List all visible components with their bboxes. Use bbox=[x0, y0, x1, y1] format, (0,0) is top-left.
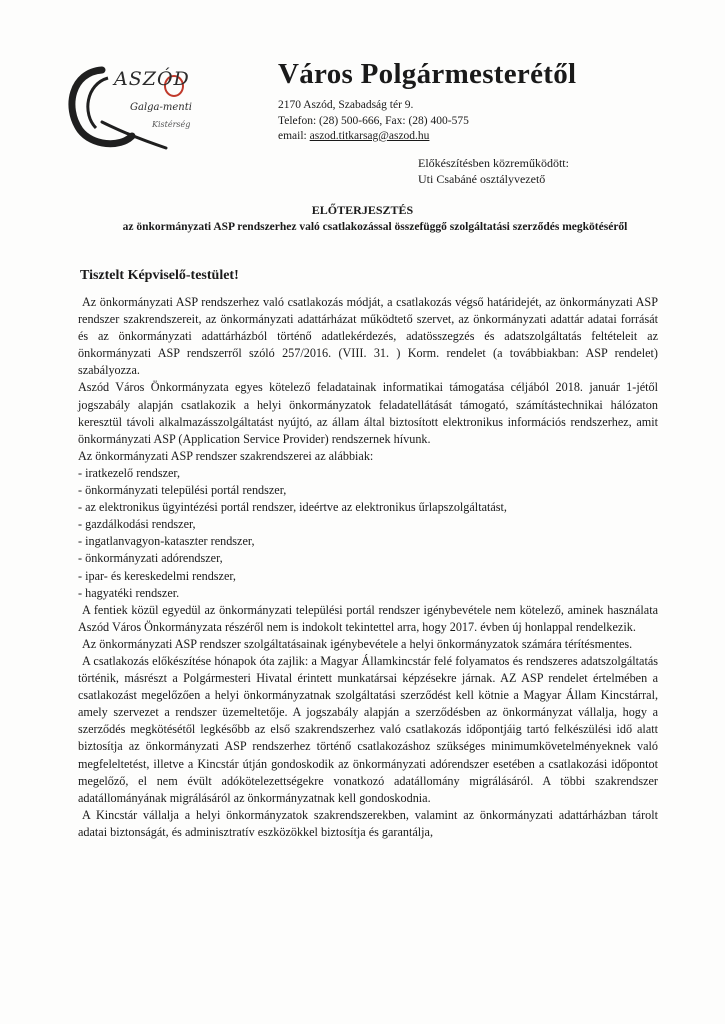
paragraph-4: A fentiek közül egyedül az önkormányzati települési portál rendszer igénybevétele nem kötelező, aminek használata Aszód Város Önkormányzata részéről nem is indokolt tekintettel arra, hogy 2017. évben új honlappal rendelkezik. bbox=[78, 602, 658, 634]
office-phone-fax: Telefon: (28) 500-666, Fax: (28) 400-575 bbox=[278, 114, 469, 127]
paragraph-6: A csatlakozás előkészítése hónapok óta zajlik: a Magyar Államkincstár felé folyamatos és rendszeres adatszolgáltatás történik, másrészt a Polgármesteri Hivatal érintett munkatársai képzésekre járnak. AZ ASP rendelet értelmében a csatlakozást megelőzően a helyi önkormányzatnak szolgáltatási szerződést kell kötnie a Magyar Állam Kincstárral, amely szervezet a rendszer üzemeltetője. A jogszabály alapján a szerződésben az önkormányzat vállalja, hogy a szerződés megkötésétől legkésőbb az első szakrendszerhez való csatlakozás időpontjáig tartó felkészülési idő alatt biztosítja az önkormányzati ASP rendszerhez történő csatlakozáshoz szükséges minimumkövetelményeknek való megfeleltetést, illetve a Kincstár útján gondoskodik az önkormányzati adórendszer esetében a csatlakozási időpontot megelőző, el nem évült adókötelezettségekre vonatkozó adatállomány migrálásáról. A többi szakrendszer adatállományának migrálásáról az önkormányzatnak kell gondoskodnia. bbox=[78, 653, 658, 805]
office-email-line bbox=[278, 129, 469, 145]
email-link[interactable]: aszod.titkarsag@aszod.hu bbox=[309, 130, 430, 142]
document-title: ELŐTERJESZTÉS bbox=[311, 203, 414, 217]
logo-text-small: Kistérség bbox=[152, 120, 191, 129]
subsystem-list bbox=[78, 465, 658, 602]
logo-text-main: ASZÓD bbox=[114, 68, 190, 90]
list-item: - hagyatéki rendszer. bbox=[78, 585, 180, 600]
paragraph-7: A Kincstár vállalja a helyi önkormányzatok szakrendszerekben, valamint az önkormányzati adattárházban tárolt adatai biztonságát, és adminisztratív eszközökkel biztosítja és garantálja, bbox=[78, 807, 658, 839]
prepared-by-label: Előkészítésben közreműködött: bbox=[418, 156, 569, 170]
office-contact bbox=[278, 98, 469, 145]
list-item: - gazdálkodási rendszer, bbox=[78, 517, 196, 532]
document-body bbox=[78, 294, 658, 841]
prepared-by-name: Uti Csabáné osztályvezető bbox=[418, 172, 546, 186]
list-item: - önkormányzati települési portál rendszer, bbox=[78, 483, 287, 498]
paragraph-2: Aszód Város Önkormányzata egyes kötelező feladatainak informatikai támogatása céljából 2018. január 1-jétől jogszabály alapján csatlakozik a helyi önkormányzatok feladatellátását támogató, számítástechnikai hálózaton keresztül távoli alkalmazásszolgáltatást nyújtó, az állam által biztosított elektronikus információs rendszerhez, amit önkormányzati ASP (Application Service Provider) rendszernek hívunk. bbox=[78, 380, 658, 446]
email-label: email: bbox=[278, 130, 310, 142]
salutation: Tisztelt Képviselő-testület! bbox=[80, 268, 239, 283]
document-subtitle: az önkormányzati ASP rendszerhez való csatlakozással összefüggő szolgáltatási szerződés megkötéséről bbox=[122, 221, 628, 233]
paragraph-3: Az önkormányzati ASP rendszer szakrendszerei az alábbiak: bbox=[78, 448, 374, 463]
logo-text-sub: Galga-menti bbox=[130, 102, 192, 113]
aszod-logo bbox=[62, 62, 252, 152]
paragraph-1: Az önkormányzati ASP rendszerhez való csatlakozás módját, a csatlakozás végső határidejét, az önkormányzati ASP rendszer szakrendszereit, az önkormányzati adattárházat működtető szervet, az önkormányzati adattár adatai forrását és az önkormányzati adattárházból történő adatlekérdezés, adatösszegzés és adatszolgáltatás feltételeit az önkormányzati ASP rendszerről szóló 257/2016. (VIII. 31. ) Korm. rendelet (a továbbiakban: ASP rendelet) szabályozza. bbox=[78, 295, 658, 378]
paragraph-5: Az önkormányzati ASP rendszer szolgáltatásainak igénybevétele a helyi önkormányzatok számára térítésmentes. bbox=[82, 636, 633, 651]
list-item: - ipar- és kereskedelmi rendszer, bbox=[78, 568, 236, 583]
list-item: - az elektronikus ügyintézési portál rendszer, ideértve az elektronikus űrlapszolgáltatást, bbox=[78, 500, 507, 515]
list-item: - iratkezelő rendszer, bbox=[78, 465, 181, 480]
prepared-by bbox=[418, 155, 569, 187]
list-item: - önkormányzati adórendszer, bbox=[78, 551, 223, 566]
office-address: 2170 Aszód, Szabadság tér 9. bbox=[278, 99, 414, 111]
list-item: - ingatlanvagyon-kataszter rendszer, bbox=[78, 534, 255, 549]
office-title: Város Polgármesterétől bbox=[278, 58, 577, 90]
